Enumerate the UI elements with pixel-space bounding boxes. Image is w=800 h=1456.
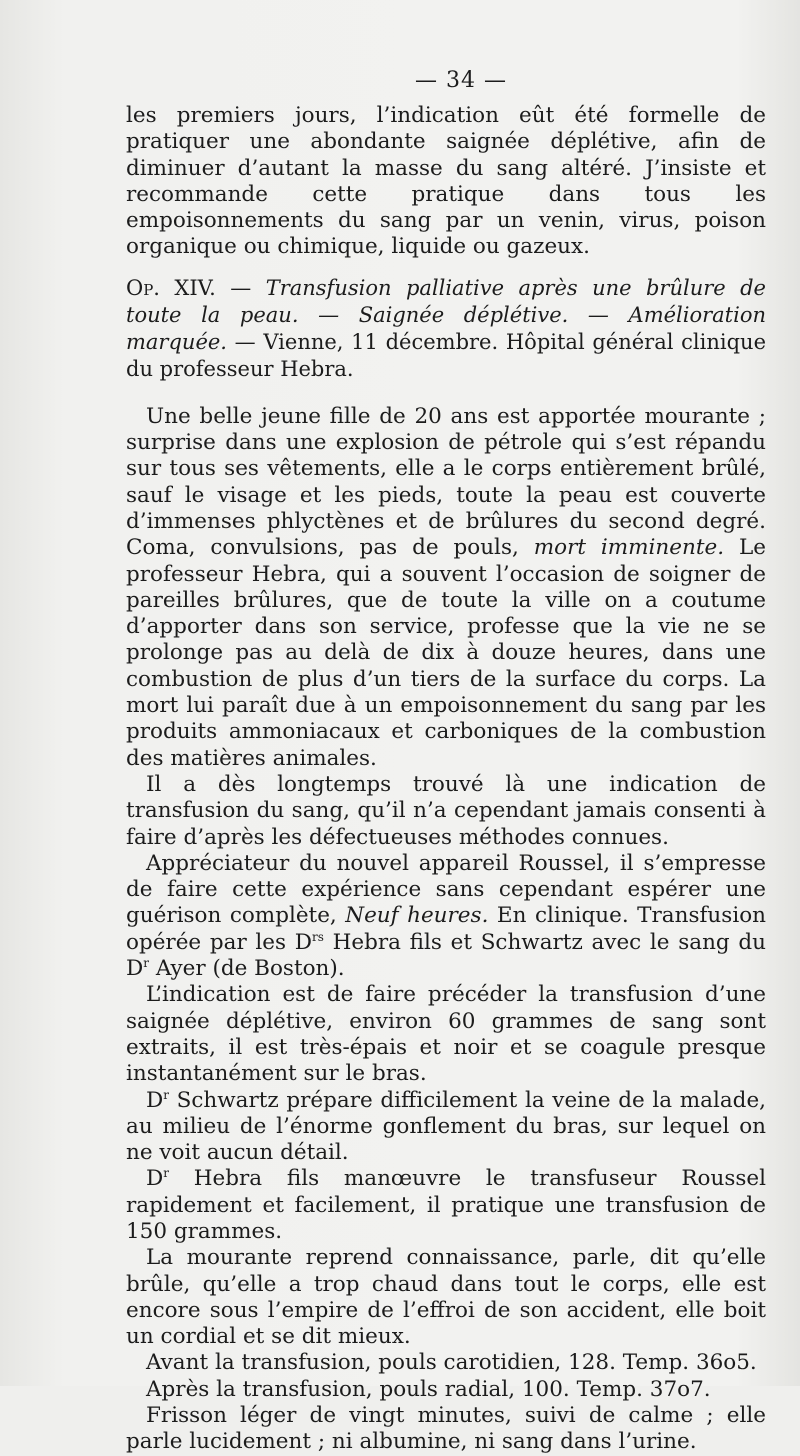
paragraph-2: Il a dès longtemps trouvé là une indication de transfusion du sang, qu’il n’a cependant jamais consenti à faire d’après les défectueuses méthodes connues. (126, 771, 766, 850)
paragraph-6-text-a: D (146, 1166, 164, 1192)
paragraph-3-text-d: Ayer (de Boston). (149, 956, 345, 982)
paragraph-1-text-b: Le professeur Hebra, qui a souvent l’occasion de soigner de pareilles brûlures, que de toute la ville on a coutume d’apporter dans son service, professe que la vie ne se prolonge pas au delà de dix à douze heures, dans une combustion de plus d’un tiers de la surface du corps. La mort lui paraît due à un empoisonnement du sang par les produits ammoniacaux et carboniques de la combustion des matières animales. (126, 535, 766, 771)
paragraph-5-text-b: Schwartz prépare difficilement la veine de la malade, au milieu de l’énorme gonflement du bras, sur lequel on ne voit aucun détail. (126, 1087, 766, 1166)
paragraph-1-emphasis: mort imminente. (533, 535, 725, 561)
paragraph-5 (126, 1088, 766, 1167)
page-number: — 34 — (415, 68, 507, 93)
paragraph-9: Après la transfusion, pouls radial, 100. Temp. 37o7. (146, 1376, 711, 1402)
operation-title: Transfusion palliative après une brûlure de toute la peau. — Saignée déplétive. — Amélioration marquée. (126, 275, 766, 354)
paragraph-4: L’indication est de faire précéder la transfusion d’une saignée déplétive, environ 60 grammes de sang sont extraits, il est très-épais et noir et se coagule presque instantanément sur le bras. (126, 982, 766, 1087)
paragraph-3 (126, 851, 766, 982)
paragraph-3-emphasis: Neuf heures. (345, 903, 489, 929)
paragraph-8: Avant la transfusion, pouls carotidien, 128. Temp. 36o5. (146, 1350, 757, 1376)
paragraph-6 (126, 1166, 766, 1245)
operation-label: Op. XIV. — (126, 275, 266, 300)
paragraph-3-text-a: Appréciateur du nouvel appareil Roussel, il s’empresse de faire cette expérience sans cependant espérer une guérison complète, (126, 850, 766, 929)
paragraph-1-text-a: Une belle jeune fille de 20 ans est apportée mourante ; surprise dans une explosion de pétrole qui s’est répandu sur tous ses vêtements, elle a le corps entièrement brûlé, sauf le visage et les pieds, toute la peau est couverte d’immenses phlyctènes et de brûlures du second degré. Coma, convulsions, pas de pouls, (126, 403, 766, 561)
intro-paragraph: les premiers jours, l’indication eût été formelle de pratiquer une abondante saignée déplétive, afin de diminuer d’autant la masse du sang altéré. J’insiste et recommande cette pratique dans tous les empoisonnements du sang par un venin, virus, poison organique ou chimique, liquide ou gazeux. (126, 103, 766, 260)
paragraph-3-sup-1: rs (312, 929, 324, 944)
paragraph-6-text-b: Hebra fils manœuvre le transfuseur Roussel rapidement et facilement, il pratique une transfusion de 150 grammes. (126, 1166, 766, 1244)
paragraph-6-sup: r (163, 1166, 169, 1181)
operation-place: — Vienne, 11 décembre. Hôpital général clinique du professeur Hebra. (126, 329, 766, 381)
paragraph-3-text-b: En clinique. Transfusion opérée par les D (126, 903, 766, 955)
paragraph-7: La mourante reprend connaissance, parle, dit qu’elle brûle, qu’elle a trop chaud dans tout le corps, elle est encore sous l’empire de l’effroi de son accident, elle boit un cordial et se dit mieux. (126, 1245, 766, 1350)
paragraph-10: Frisson léger de vingt minutes, suivi de calme ; elle parle lucidement ; ni albumine, ni sang dans l’urine. (126, 1403, 766, 1455)
paragraph-3-sup-2: r (143, 955, 149, 970)
paragraph-5-sup: r (163, 1087, 169, 1102)
paragraph-3-text-c: Hebra fils et Schwartz avec le sang du D (126, 929, 767, 982)
paragraph-5-text-a: D (146, 1087, 164, 1113)
paragraph-1 (126, 404, 766, 772)
operation-heading (126, 275, 766, 383)
